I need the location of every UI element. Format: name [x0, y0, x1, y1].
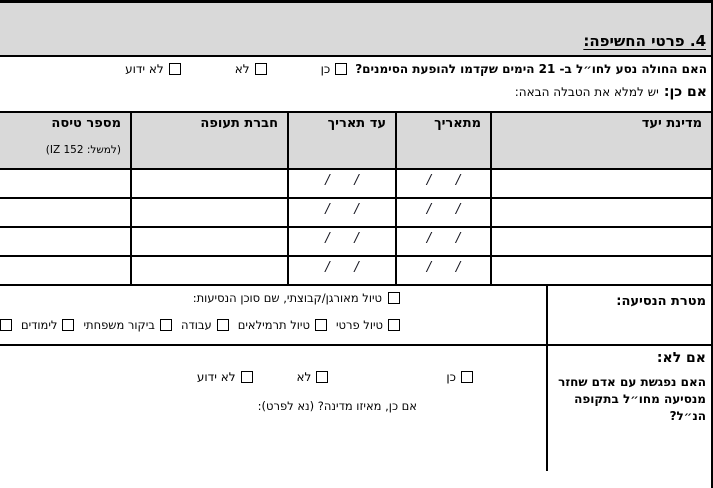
travel-question-line — [0, 62, 707, 76]
travel-no-option — [235, 62, 267, 76]
from-date-cell[interactable] — [396, 169, 491, 198]
purpose-row — [0, 286, 713, 346]
destination-cell[interactable] — [491, 256, 712, 285]
airline-cell[interactable] — [131, 256, 288, 285]
flight-row-1 — [0, 169, 712, 198]
destination-cell[interactable] — [491, 227, 712, 256]
travel-yes-label: כן — [320, 62, 331, 76]
to-date-placeholder: / / — [325, 173, 359, 188]
work-label: עבודה — [180, 318, 212, 332]
to-date-placeholder: / / — [325, 260, 359, 275]
contact-unknown-checkbox[interactable] — [241, 371, 253, 383]
travel-question-text: האם החולה נסע לחו״ל ב- 21 הימים שקדמו להופעת הסימנים? — [355, 62, 707, 76]
travel-yes-checkbox[interactable] — [335, 63, 347, 75]
col-airline-header: חברת תעופה — [131, 112, 288, 169]
col-flight-number-header — [0, 112, 131, 169]
flights-table — [0, 111, 713, 286]
contact-unknown-option — [197, 370, 253, 384]
contact-no-checkbox[interactable] — [316, 371, 328, 383]
private-trip-label: טיול פרטי — [335, 318, 383, 332]
travel-no-label: לא — [234, 62, 250, 76]
contact-country-followup: אם כן, מאיזו מדינה? (נא לפרט): — [257, 399, 417, 413]
travel-no-checkbox[interactable] — [255, 63, 267, 75]
to-date-cell[interactable] — [288, 256, 396, 285]
travel-yes-option — [321, 62, 348, 76]
if-yes-prefix: אם כן: — [663, 84, 707, 100]
airline-cell[interactable] — [131, 227, 288, 256]
flight-number-cell[interactable] — [0, 256, 131, 285]
travel-question-row — [0, 55, 713, 111]
from-date-cell[interactable] — [396, 256, 491, 285]
purpose-label: מטרת הנסיעה: — [616, 294, 706, 309]
purpose-options-line — [0, 318, 400, 332]
col-destination-header: מדינת יעד — [491, 112, 712, 169]
organized-tour-option — [0, 291, 400, 305]
if-no-content-cell — [0, 346, 546, 471]
travel-unknown-label: לא ידוע — [125, 62, 164, 76]
contact-yes-option — [446, 370, 473, 384]
from-date-placeholder: / / — [426, 173, 461, 188]
flight-number-cell[interactable] — [0, 227, 131, 256]
family-visit-label: ביקור משפחתי — [83, 318, 155, 332]
private-trip-checkbox[interactable] — [388, 319, 400, 331]
flight-number-example-note: (למשל: IZ 152) — [45, 144, 121, 156]
contact-options-line — [0, 370, 473, 384]
to-date-placeholder: / / — [325, 231, 359, 246]
if-yes-instruction: יש למלא את הטבלה הבאה: — [514, 85, 659, 99]
work-option — [181, 318, 229, 332]
contact-no-option — [297, 370, 329, 384]
purpose-content-cell — [0, 286, 546, 344]
section-header-band — [0, 0, 713, 55]
contact-yes-label: כן — [446, 370, 456, 384]
studies-label: לימודים — [20, 318, 58, 332]
flight-row-2 — [0, 198, 712, 227]
family-visit-checkbox[interactable] — [160, 319, 172, 331]
flight-number-header-label: מספר טיסה — [51, 116, 121, 131]
flight-number-cell[interactable] — [0, 198, 131, 227]
flights-table-header-row — [0, 112, 712, 169]
travel-unknown-option — [125, 62, 181, 76]
backpacking-label: טיול תרמילאים — [237, 318, 310, 332]
backpacking-checkbox[interactable] — [315, 319, 327, 331]
contact-yes-checkbox[interactable] — [461, 371, 473, 383]
if-no-row — [0, 346, 713, 471]
studies-option — [21, 318, 75, 332]
family-visit-option — [83, 318, 171, 332]
from-date-placeholder: / / — [426, 231, 461, 246]
backpacking-option — [238, 318, 327, 332]
airline-cell[interactable] — [131, 169, 288, 198]
other-checkbox[interactable] — [0, 319, 12, 331]
to-date-placeholder: / / — [325, 202, 359, 217]
private-trip-option — [336, 318, 400, 332]
other-option — [0, 318, 12, 332]
destination-cell[interactable] — [491, 198, 712, 227]
from-date-placeholder: / / — [426, 260, 461, 275]
if-no-label-cell — [546, 346, 713, 471]
col-from-date-header: מתאריך — [396, 112, 491, 169]
from-date-cell[interactable] — [396, 198, 491, 227]
col-to-date-header: עד תאריך — [288, 112, 396, 169]
organized-tour-checkbox[interactable] — [388, 292, 400, 304]
studies-checkbox[interactable] — [62, 319, 74, 331]
destination-cell[interactable] — [491, 169, 712, 198]
contact-no-label: לא — [296, 370, 312, 384]
if-no-title: אם לא: — [656, 350, 706, 366]
to-date-cell[interactable] — [288, 198, 396, 227]
purpose-label-cell — [546, 286, 713, 344]
organized-tour-label: טיול מאורגן/קבוצתי, שם סוכן הנסיעות: — [192, 291, 382, 305]
work-checkbox[interactable] — [217, 319, 229, 331]
contact-question: האם נפגשת עם אדם שחזר מנסיעה מחו״ל בתקופה הנ״ל? — [558, 375, 706, 423]
airline-cell[interactable] — [131, 198, 288, 227]
contact-unknown-label: לא ידוע — [196, 370, 236, 384]
flight-row-4 — [0, 256, 712, 285]
to-date-cell[interactable] — [288, 227, 396, 256]
flight-row-3 — [0, 227, 712, 256]
flight-number-cell[interactable] — [0, 169, 131, 198]
from-date-cell[interactable] — [396, 227, 491, 256]
travel-unknown-checkbox[interactable] — [169, 63, 181, 75]
section-title: 4. פרטי החשיפה: — [583, 32, 706, 50]
if-yes-note — [0, 84, 707, 100]
from-date-placeholder: / / — [426, 202, 461, 217]
to-date-cell[interactable] — [288, 169, 396, 198]
